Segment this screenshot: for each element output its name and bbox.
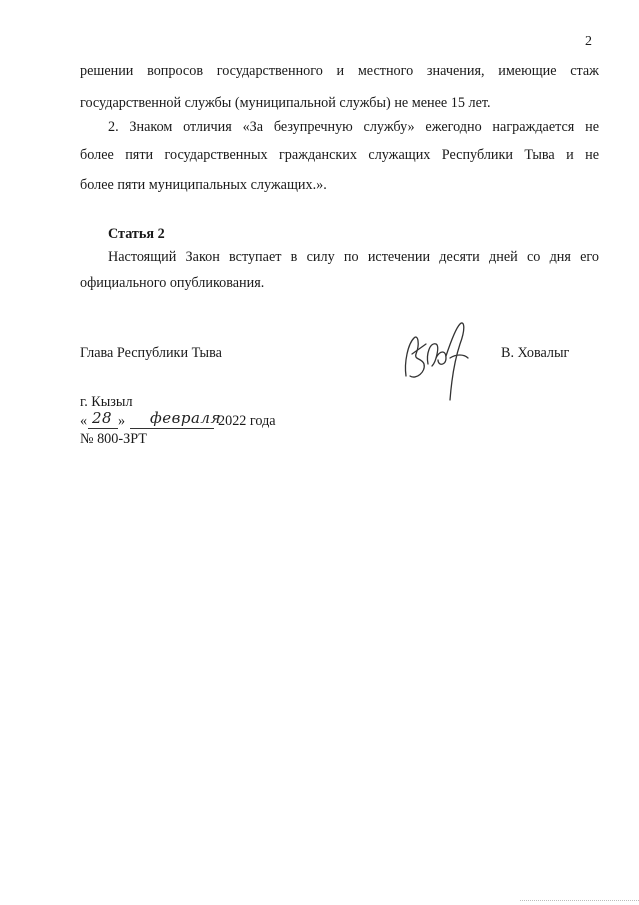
article-heading: Статья 2 (108, 226, 165, 242)
paragraph-line: более пяти муниципальных служащих.». (80, 177, 327, 193)
paragraph-line: 2. Знаком отличия «За безупречную службу» ежегодно награждается не (108, 119, 599, 135)
page-number: 2 (585, 34, 592, 49)
city-label: г. Кызыл (80, 394, 133, 410)
date-year: 2022 года (218, 413, 276, 429)
quote-open: « (80, 413, 88, 429)
month-underline (130, 428, 214, 429)
paragraph-line: Настоящий Закон вступает в силу по истечении десяти дней со дня его (108, 249, 599, 265)
quote-close: » (118, 413, 126, 429)
scan-edge-mark (520, 900, 639, 901)
day-underline (88, 428, 118, 429)
law-number: № 800-ЗРТ (80, 431, 147, 447)
paragraph-line: решении вопросов государственного и местного значения, имеющие стаж (80, 63, 599, 79)
signatory-position: Глава Республики Тыва (80, 345, 222, 361)
date-day: 28 (92, 409, 113, 427)
paragraph-line: государственной службы (муниципальной службы) не менее 15 лет. (80, 95, 491, 111)
handwritten-signature (402, 314, 478, 404)
paragraph-line: более пяти государственных гражданских служащих Республики Тыва и не (80, 147, 599, 163)
signatory-name: В. Ховалыг (501, 345, 570, 361)
paragraph-line: официального опубликования. (80, 275, 265, 291)
date-month: февраля (150, 409, 221, 427)
